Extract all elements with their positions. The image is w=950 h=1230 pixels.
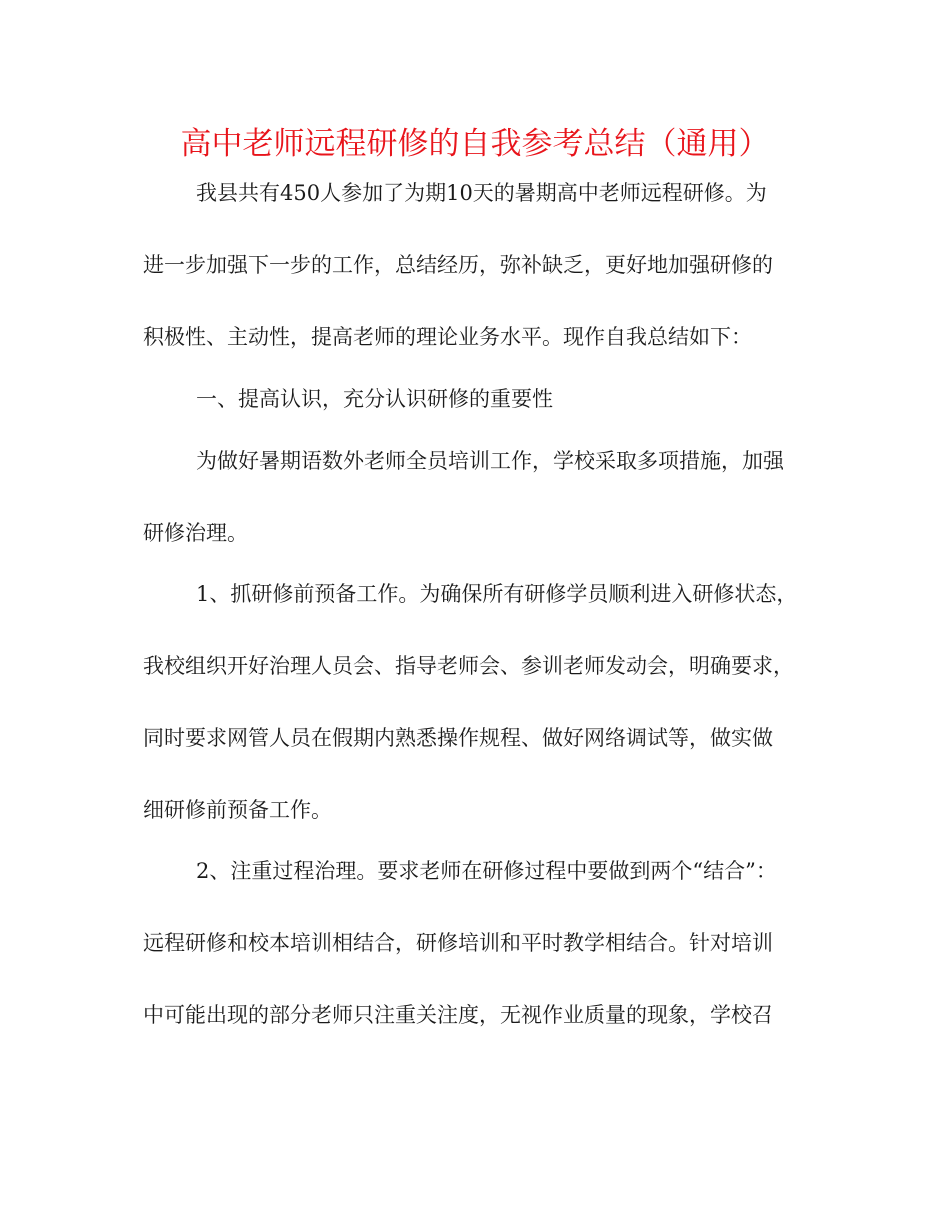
paragraph-line: 同时要求网管人员在假期内熟悉操作规程、做好网络调试等，做实做 xyxy=(143,726,773,750)
paragraph-line: 进一步加强下一步的工作，总结经历，弥补缺乏，更好地加强研修的 xyxy=(143,253,773,277)
paragraph-line: 1、抓研修前预备工作。为确保所有研修学员顺利进入研修状态， xyxy=(196,582,798,606)
section-heading: 一、提高认识，充分认识研修的重要性 xyxy=(196,387,553,411)
paragraph-line: 积极性、主动性，提高老师的理论业务水平。现作自我总结如下： xyxy=(143,325,752,349)
paragraph-line: 研修治理。 xyxy=(143,521,248,545)
paragraph-line: 中可能出现的部分老师只注重关注度，无视作业质量的现象，学校召 xyxy=(143,1003,773,1027)
document-title: 高中老师远程研修的自我参考总结（通用） xyxy=(180,126,770,162)
paragraph-line: 我县共有450人参加了为期10天的暑期高中老师远程研修。为 xyxy=(196,181,767,205)
paragraph-line: 为做好暑期语数外老师全员培训工作，学校采取多项措施，加强 xyxy=(196,449,784,473)
paragraph-line: 细研修前预备工作。 xyxy=(143,798,332,822)
paragraph-line: 我校组织开好治理人员会、指导老师会、参训老师发动会，明确要求， xyxy=(143,654,794,678)
paragraph-line: 2、注重过程治理。要求老师在研修过程中要做到两个“结合”： xyxy=(196,859,777,883)
paragraph-line: 远程研修和校本培训相结合，研修培训和平时教学相结合。针对培训 xyxy=(143,931,773,955)
